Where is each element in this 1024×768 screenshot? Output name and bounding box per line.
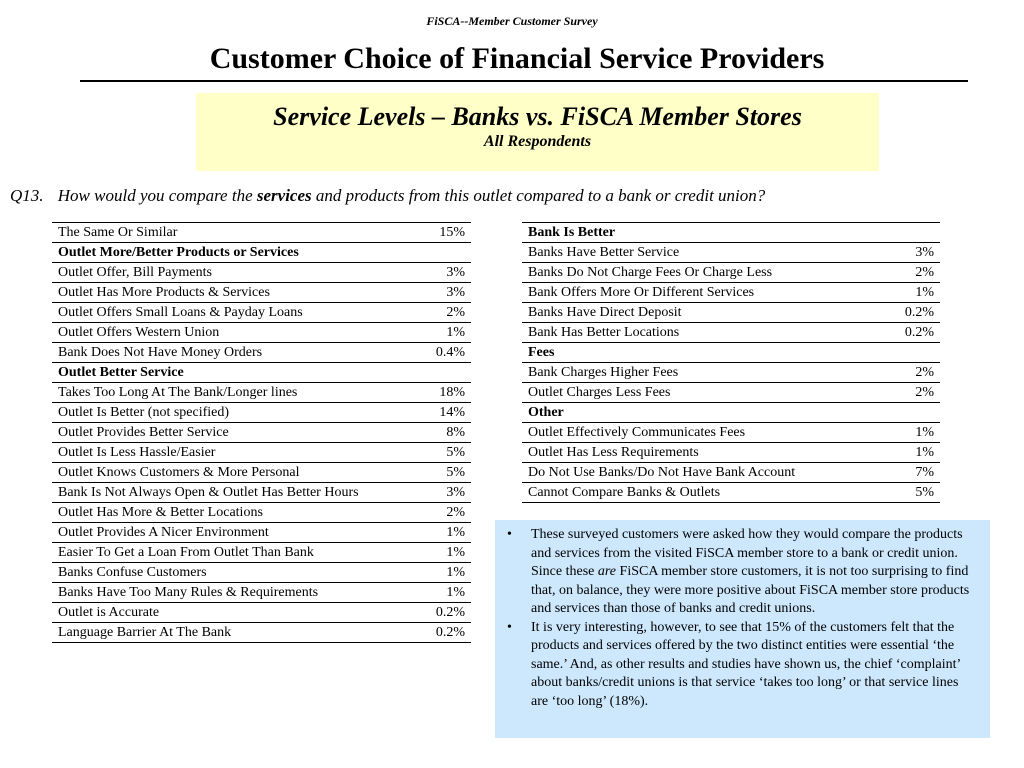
commentary-box	[495, 520, 990, 738]
row-label: Other	[522, 403, 886, 423]
row-label: Fees	[522, 343, 886, 363]
table-row	[52, 463, 471, 483]
row-label: Bank Has Better Locations	[522, 323, 886, 343]
row-label: Bank Is Not Always Open & Outlet Has Better Hours	[52, 483, 422, 503]
row-label: The Same Or Similar	[52, 223, 422, 243]
banner-subtitle: All Respondents	[483, 133, 592, 150]
row-label: Outlet Better Service	[52, 363, 422, 383]
row-value: 1%	[422, 323, 471, 343]
table-row	[52, 303, 471, 323]
row-value: 0.2%	[422, 623, 471, 643]
row-value: 0.4%	[422, 343, 471, 363]
table-row	[52, 223, 471, 243]
row-label: Bank Charges Higher Fees	[522, 363, 886, 383]
row-label: Outlet Provides A Nicer Environment	[52, 523, 422, 543]
row-value	[886, 403, 940, 423]
outlet-better-table	[52, 222, 471, 643]
table-row	[52, 443, 471, 463]
row-value: 5%	[422, 463, 471, 483]
row-value: 5%	[422, 443, 471, 463]
row-value: 3%	[422, 483, 471, 503]
row-label: Bank Does Not Have Money Orders	[52, 343, 422, 363]
row-value: 2%	[886, 383, 940, 403]
table-section-header	[52, 243, 471, 263]
row-label: Banks Do Not Charge Fees Or Charge Less	[522, 263, 886, 283]
row-value: 7%	[886, 463, 940, 483]
table-section-header	[522, 223, 940, 243]
row-label: Outlet Has More & Better Locations	[52, 503, 422, 523]
row-value	[886, 223, 940, 243]
row-value: 2%	[886, 363, 940, 383]
table-row	[522, 483, 940, 503]
row-label: Banks Confuse Customers	[52, 563, 422, 583]
table-row	[52, 383, 471, 403]
table-row	[52, 543, 471, 563]
row-value: 1%	[422, 523, 471, 543]
row-value: 2%	[422, 503, 471, 523]
table-row	[522, 423, 940, 443]
table-section-header	[522, 343, 940, 363]
table-row	[52, 583, 471, 603]
table-row	[522, 243, 940, 263]
row-label: Outlet Offers Small Loans & Payday Loans	[52, 303, 422, 323]
row-value: 0.2%	[886, 303, 940, 323]
row-label: Outlet Has More Products & Services	[52, 283, 422, 303]
table-row	[52, 263, 471, 283]
row-value: 3%	[886, 243, 940, 263]
row-value: 5%	[886, 483, 940, 503]
question-emphasis: services	[256, 186, 312, 205]
row-value: 3%	[422, 283, 471, 303]
table-row	[522, 323, 940, 343]
commentary-bullet-2: • It is very interesting, however, to see that 15% of the customers felt that the products and services offered by the two distinct entities were essential ‘the same.’ And, as other results and studies have shown us, the chief ‘complaint’ about banks/credit unions is that service ‘takes too long’ or that service lines are ‘too long’ (18%).	[507, 619, 961, 709]
row-value: 8%	[422, 423, 471, 443]
row-label: Outlet More/Better Products or Services	[52, 243, 422, 263]
row-label: Language Barrier At The Bank	[52, 623, 422, 643]
row-label: Banks Have Better Service	[522, 243, 886, 263]
row-value: 1%	[886, 443, 940, 463]
row-label: Takes Too Long At The Bank/Longer lines	[52, 383, 422, 403]
question-text-after: and products from this outlet compared to a bank or credit union?	[315, 186, 766, 205]
bullet-icon: •	[507, 527, 512, 542]
row-label: Outlet Is Less Hassle/Easier	[52, 443, 422, 463]
row-value: 18%	[422, 383, 471, 403]
row-value: 1%	[422, 543, 471, 563]
row-label: Outlet Has Less Requirements	[522, 443, 886, 463]
question-number: Q13.	[10, 186, 44, 205]
table-row	[522, 463, 940, 483]
table-section-header	[522, 403, 940, 423]
row-value: 1%	[422, 563, 471, 583]
row-label: Outlet Charges Less Fees	[522, 383, 886, 403]
row-label: Cannot Compare Banks & Outlets	[522, 483, 886, 503]
row-value: 3%	[422, 263, 471, 283]
row-label: Banks Have Direct Deposit	[522, 303, 886, 323]
row-label: Banks Have Too Many Rules & Requirements	[52, 583, 422, 603]
table-row	[522, 383, 940, 403]
row-value: 2%	[886, 263, 940, 283]
bank-better-table	[522, 222, 940, 503]
table-row	[522, 283, 940, 303]
survey-question	[10, 186, 765, 206]
row-label: Bank Is Better	[522, 223, 886, 243]
table-row	[52, 283, 471, 303]
title-divider	[80, 80, 968, 82]
row-value	[886, 343, 940, 363]
row-value: 2%	[422, 303, 471, 323]
table-row	[52, 403, 471, 423]
table-row	[52, 423, 471, 443]
row-label: Outlet Knows Customers & More Personal	[52, 463, 422, 483]
row-value: 1%	[422, 583, 471, 603]
banner-title: Service Levels – Banks vs. FiSCA Member Stores	[273, 102, 802, 131]
table-row	[522, 263, 940, 283]
row-value: 15%	[422, 223, 471, 243]
row-label: Outlet Offers Western Union	[52, 323, 422, 343]
table-row	[52, 483, 471, 503]
row-label: Outlet Offer, Bill Payments	[52, 263, 422, 283]
row-value: 1%	[886, 283, 940, 303]
commentary-bullet-1: • These surveyed customers were asked how they would compare the products and services from the visited FiSCA member store to a bank or credit union. Since these are FiSCA member store customers, it is not too surprising to find that, on balance, they were more positive about FiSCA member store products and services than those of banks and credit unions.	[507, 527, 970, 616]
row-label: Outlet is Accurate	[52, 603, 422, 623]
row-label: Outlet Effectively Communicates Fees	[522, 423, 886, 443]
table-row	[52, 623, 471, 643]
table-row	[522, 303, 940, 323]
section-banner	[196, 93, 879, 171]
table-section-header	[52, 363, 471, 383]
row-value: 0.2%	[422, 603, 471, 623]
table-row	[52, 503, 471, 523]
table-row	[52, 323, 471, 343]
row-value: 1%	[886, 423, 940, 443]
page-title: Customer Choice of Financial Service Providers	[209, 42, 825, 75]
row-label: Bank Offers More Or Different Services	[522, 283, 886, 303]
table-row	[52, 523, 471, 543]
survey-header: FiSCA--Member Customer Survey	[426, 14, 598, 28]
row-value: 14%	[422, 403, 471, 423]
row-value	[422, 363, 471, 383]
table-row	[52, 343, 471, 363]
row-label: Easier To Get a Loan From Outlet Than Bank	[52, 543, 422, 563]
row-value	[422, 243, 471, 263]
row-label: Outlet Is Better (not specified)	[52, 403, 422, 423]
table-row	[52, 563, 471, 583]
row-label: Do Not Use Banks/Do Not Have Bank Account	[522, 463, 886, 483]
table-row	[52, 603, 471, 623]
bullet-icon: •	[507, 619, 512, 635]
table-row	[522, 363, 940, 383]
row-label: Outlet Provides Better Service	[52, 423, 422, 443]
row-value: 0.2%	[886, 323, 940, 343]
question-text-before: How would you compare the	[57, 186, 253, 205]
table-row	[522, 443, 940, 463]
